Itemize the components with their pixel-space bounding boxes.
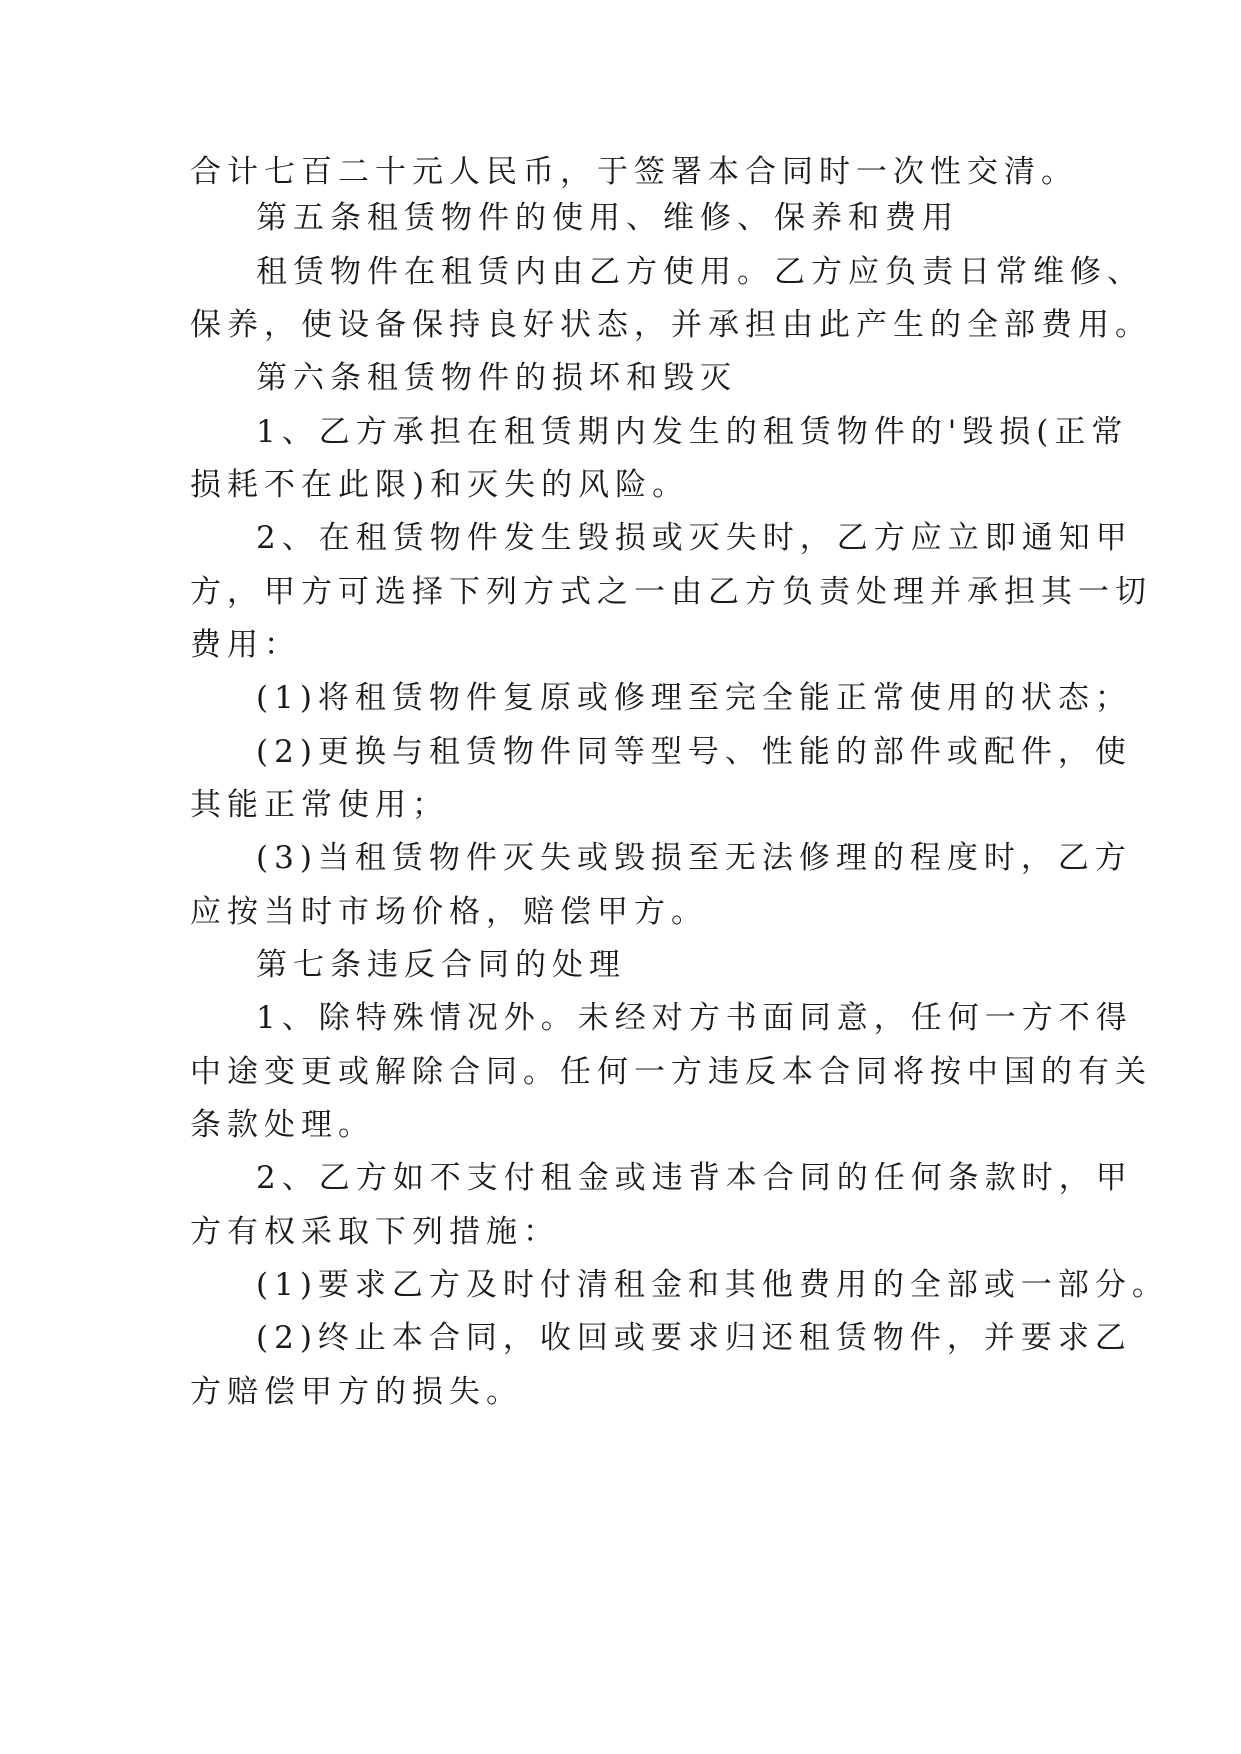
paragraph-line: (1)要求乙方及时付清租金和其他费用的全部或一部分。 xyxy=(256,1267,1169,1303)
paragraph-line: 1、乙方承担在租赁期内发生的租赁物件的'毁损(正常 xyxy=(256,414,1129,450)
paragraph-line: 其能正常使用； xyxy=(190,787,449,823)
paragraph-line: 1、除特殊情况外。未经对方书面同意，任何一方不得 xyxy=(256,1000,1133,1036)
paragraph-line: (2)终止本合同，收回或要求归还租赁物件，并要求乙 xyxy=(256,1320,1132,1356)
paragraph-line: 2、乙方如不支付租金或违背本合同的任何条款时，甲 xyxy=(256,1160,1133,1196)
paragraph-line: (3)当租赁物件灭失或毁损至无法修理的程度时，乙方 xyxy=(256,840,1132,876)
paragraph-line: 损耗不在此限)和灭失的风险。 xyxy=(190,467,690,503)
paragraph-line: 租赁物件在租赁内由乙方使用。乙方应负责日常维修、 xyxy=(256,254,1144,290)
paragraph-line: 条款处理。 xyxy=(190,1107,375,1143)
paragraph-line: 2、在租赁物件发生毁损或灭失时，乙方应立即通知甲 xyxy=(256,520,1133,556)
paragraph-line: 保养，使设备保持良好状态，并承担由此产生的全部费用。 xyxy=(190,307,1152,343)
paragraph-line: 合计七百二十元人民币，于签署本合同时一次性交清。 xyxy=(190,154,1078,190)
section-heading: 第六条租赁物件的损坏和毁灭 xyxy=(256,360,737,396)
paragraph-line: (2)更换与租赁物件同等型号、性能的部件或配件，使 xyxy=(256,734,1132,770)
paragraph-line: 方赔偿甲方的损失。 xyxy=(190,1374,523,1410)
paragraph-line: 方，甲方可选择下列方式之一由乙方负责处理并承担其一切 xyxy=(190,574,1152,610)
paragraph-line: (1)将租赁物件复原或修理至完全能正常使用的状态； xyxy=(256,680,1132,716)
paragraph-line: 费用： xyxy=(190,627,301,663)
paragraph-line: 方有权采取下列措施： xyxy=(190,1214,560,1250)
section-heading: 第七条违反合同的处理 xyxy=(256,947,626,983)
section-heading: 第五条租赁物件的使用、维修、保养和费用 xyxy=(256,200,959,236)
paragraph-line: 中途变更或解除合同。任何一方违反本合同将按中国的有关 xyxy=(190,1054,1152,1090)
paragraph-line: 应按当时市场价格，赔偿甲方。 xyxy=(190,894,708,930)
